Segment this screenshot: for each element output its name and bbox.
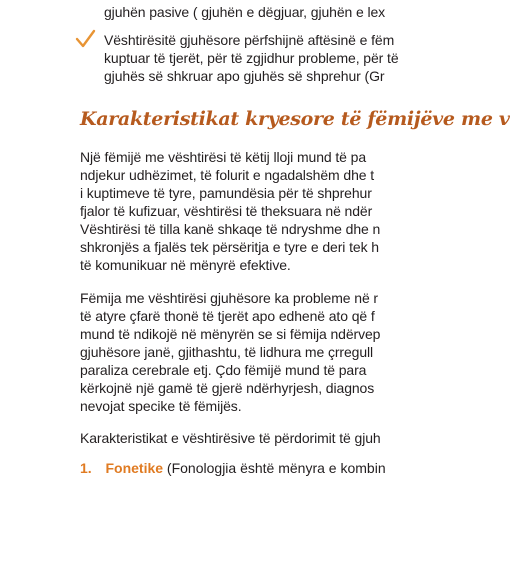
paragraph-line: të komunikuar në mënyrë efektive. [80,257,291,273]
paragraph-line: gjuhësore janë, gjithashtu, të lidhura me çrregull [80,344,374,360]
paragraph-line: të atyre çfarë thonë të tjerët apo edhenë ato që f [80,308,375,324]
section-heading: Karakteristikat kryesore të fëmijëve me v [80,108,510,130]
bullet-line: Vështirësitë gjuhësore përfshijnë aftësinë e fëm [104,32,395,48]
bullet-line: kuptuar të tjerët, për të zgjidhur probleme, për të [104,50,399,66]
paragraph-line: kërkojnë një gamë të gjerë ndërhyrjesh, diagnos [80,380,375,396]
paragraph-line: fjalor të kufizuar, vështirësi të theksuara në ndër [80,203,373,219]
list-number: 1. [80,460,92,476]
paragraph-line: mund të ndikojë në mënyrën se si fëmija ndërvep [80,326,381,342]
paragraph-line: shkronjës a fjalës tek përsëritja e tyre e deri tek h [80,239,379,255]
paragraph-line: i kuptimeve të tyre, pamundësia për të shprehur [80,185,372,201]
list-term: Fonetike [105,460,164,476]
paragraph-line: Një fëmijë me vështirësi të këtij lloji mund të pa [80,149,367,165]
paragraph-line: Vështirësi të tilla kanë shkaqe të ndryshme dhe n [80,221,381,237]
paragraph-line: Fëmija me vështirësi gjuhësore ka probleme në r [80,290,378,306]
bullet-line: gjuhës së shkruar apo gjuhës së shprehur (Gr [104,68,385,84]
paragraph-line: paraliza cerebrale etj. Çdo fëmijë mund të para [80,362,367,378]
list-description: (Fonologjia është mënyra e kombin [163,460,386,476]
bullet-list-text-line: gjuhën pasive ( gjuhën e dëgjuar, gjuhën e lex [104,4,386,20]
checkmark-icon [74,28,96,50]
numbered-list-item [80,460,386,476]
paragraph-line: nevojat specike të fëmijës. [80,398,242,414]
paragraph-3: Karakteristikat e vështirësive të përdorimit të gjuh [80,430,381,446]
paragraph-line: ndjekur udhëzimet, të folurit e ngadalshëm dhe t [80,167,375,183]
